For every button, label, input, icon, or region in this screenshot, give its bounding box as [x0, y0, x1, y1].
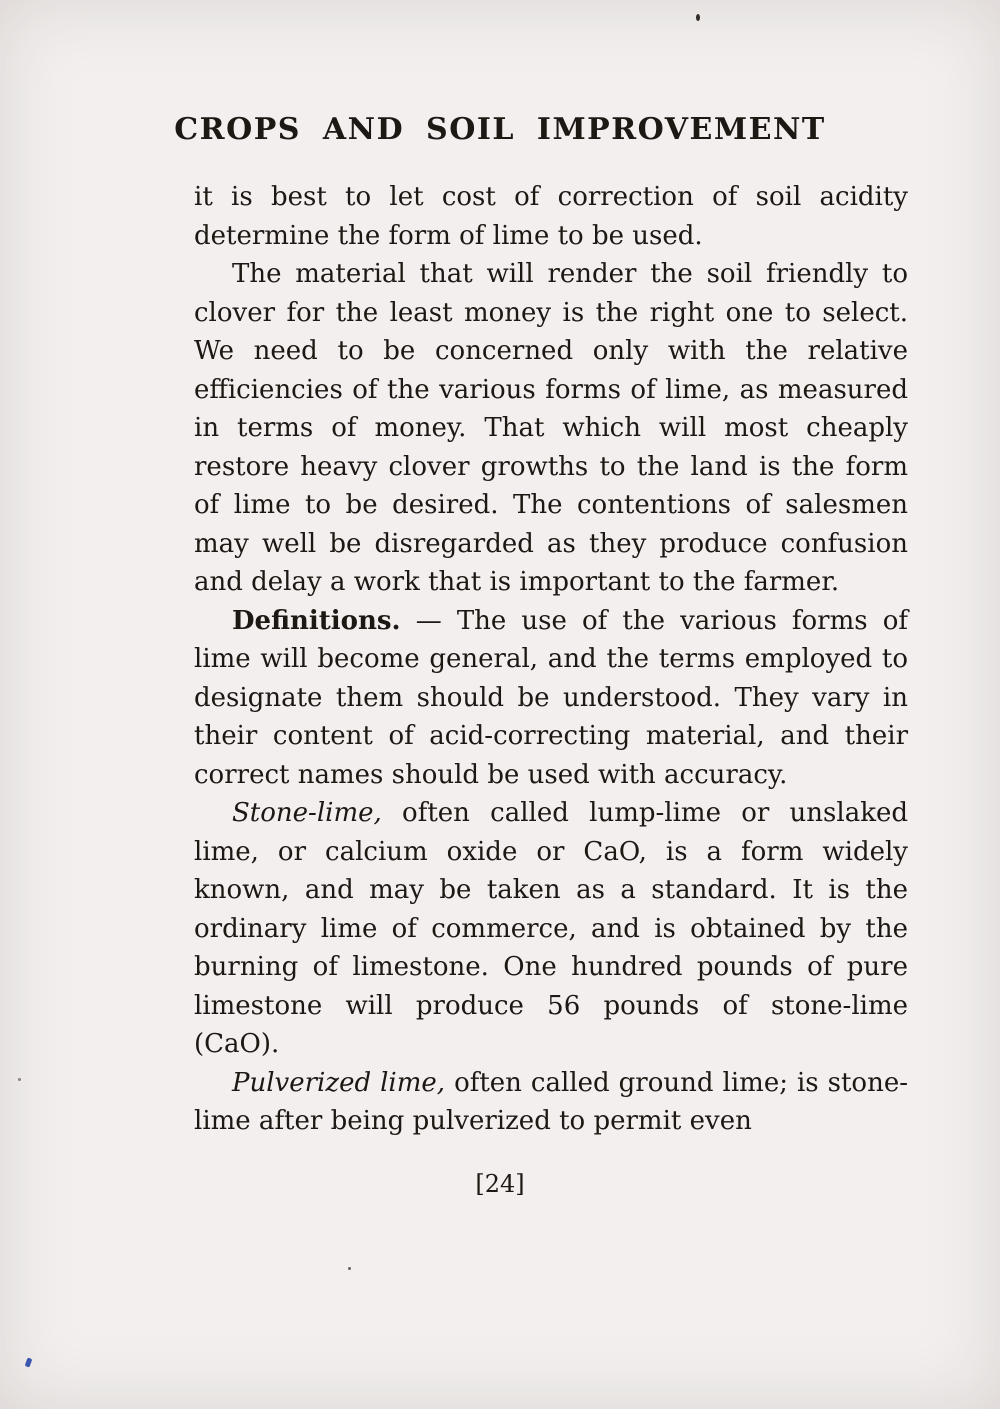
paragraph — [194, 1064, 908, 1141]
paragraph — [194, 794, 908, 1064]
scan-artifact — [348, 1267, 351, 1270]
scan-artifact — [18, 1078, 21, 1081]
paragraph-text: The material that will render the soil friendly to clover for the least money is the right one to select. We need to be concerned only with the relative efficiencies of the various forms of lime, as measured in terms of money. That which will most cheaply restore heavy clover growths to the land is the form of lime to be desired. The contentions of salesmen may well be disregarded as they produce confusion and delay a work that is important to the farmer. — [194, 259, 908, 597]
page-title: CROPS AND SOIL IMPROVEMENT — [174, 112, 826, 147]
scan-artifact — [696, 14, 700, 21]
paragraph-text: it is best to let cost of correction of soil acidity determine the form of lime to be used. — [194, 182, 908, 251]
paragraph — [194, 178, 908, 255]
body-text — [194, 178, 908, 1141]
page-number: [24] — [475, 1170, 525, 1198]
scan-artifact pen-mark — [25, 1357, 33, 1367]
paragraph-lead: Pulverized lime, — [232, 1067, 446, 1098]
paragraph-text: often called lump-lime or unslaked lime, or calcium oxide or CaO, is a form widely known, and may be taken as a standard. It is the ordinary lime of commerce, and is obtained by the burning of limestone. One hundred pounds of pure limestone will produce 56 pounds of stone-lime (CaO). — [194, 798, 908, 1059]
paragraph — [194, 255, 908, 602]
paragraph-text: — The use of the various forms of lime will become general, and the terms employed to designate them should be understood. They vary in their content of acid-correcting material, and their correct names should be used with accuracy. — [194, 605, 908, 790]
paragraph — [194, 602, 908, 795]
paragraph-lead: Definitions. — [232, 605, 401, 636]
paragraph-lead: Stone-lime, — [232, 798, 382, 828]
paragraph-text: often called ground lime; is stone-lime after being pulverized to permit even — [194, 1067, 909, 1136]
